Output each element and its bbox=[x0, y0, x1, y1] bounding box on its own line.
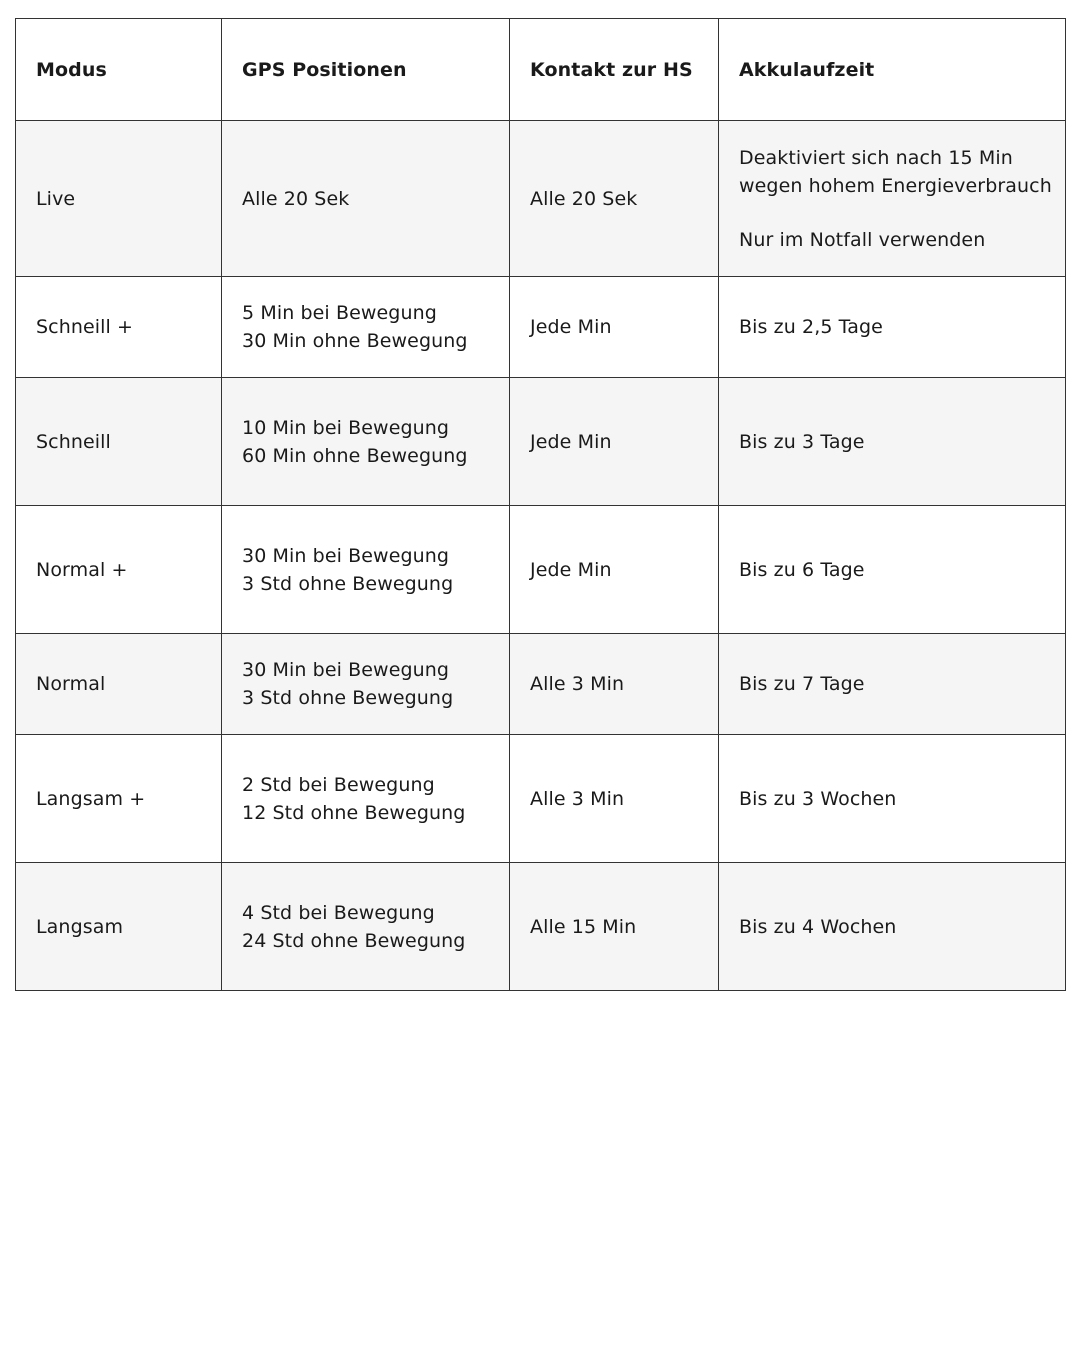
battery-line: Bis zu 2,5 Tage bbox=[739, 316, 883, 338]
table-row bbox=[16, 121, 1066, 277]
gps-line: 30 Min bei Bewegung bbox=[242, 659, 450, 681]
cell-gps bbox=[222, 378, 510, 506]
gps-line: 2 Std bei Bewegung bbox=[242, 773, 435, 796]
cell-battery bbox=[719, 735, 1066, 863]
cell-mode: Schneill + bbox=[16, 277, 222, 378]
mode-table-container bbox=[15, 18, 1065, 991]
battery-line: Bis zu 4 Wochen bbox=[739, 915, 897, 938]
header-row bbox=[16, 19, 1066, 121]
tracking-mode-table bbox=[15, 18, 1066, 991]
table-row bbox=[16, 277, 1066, 378]
cell-gps bbox=[222, 121, 510, 277]
cell-contact: Jede Min bbox=[510, 277, 719, 378]
cell-battery bbox=[719, 634, 1066, 735]
cell-gps bbox=[222, 277, 510, 378]
battery-line: Bis zu 7 Tage bbox=[739, 673, 865, 695]
table-row bbox=[16, 634, 1066, 735]
cell-mode: Normal bbox=[16, 634, 222, 735]
cell-contact: Jede Min bbox=[510, 378, 719, 506]
cell-battery bbox=[719, 378, 1066, 506]
gps-line: 30 Min ohne Bewegung bbox=[242, 330, 468, 352]
table-row bbox=[16, 735, 1066, 863]
gps-line: 10 Min bei Bewegung bbox=[242, 416, 450, 439]
header-modus: Modus bbox=[16, 19, 222, 121]
cell-mode: Langsam + bbox=[16, 735, 222, 863]
battery-line: wegen hohem Energieverbrauch bbox=[739, 174, 1052, 197]
cell-gps bbox=[222, 735, 510, 863]
cell-gps bbox=[222, 634, 510, 735]
table-row bbox=[16, 863, 1066, 991]
gps-line: Alle 20 Sek bbox=[242, 187, 350, 210]
cell-battery bbox=[719, 863, 1066, 991]
table-header bbox=[16, 19, 1066, 121]
cell-battery bbox=[719, 506, 1066, 634]
table-row bbox=[16, 506, 1066, 634]
gps-line: 12 Std ohne Bewegung bbox=[242, 801, 466, 824]
gps-line: 30 Min bei Bewegung bbox=[242, 544, 450, 567]
cell-contact: Alle 3 Min bbox=[510, 735, 719, 863]
gps-line: 4 Std bei Bewegung bbox=[242, 901, 435, 924]
table-row bbox=[16, 378, 1066, 506]
battery-line: Bis zu 3 Tage bbox=[739, 430, 865, 453]
cell-battery bbox=[719, 121, 1066, 277]
gps-line: 60 Min ohne Bewegung bbox=[242, 444, 468, 467]
cell-contact: Alle 3 Min bbox=[510, 634, 719, 735]
cell-mode: Schneill bbox=[16, 378, 222, 506]
cell-mode: Langsam bbox=[16, 863, 222, 991]
battery-line: Deaktiviert sich nach 15 Min bbox=[739, 146, 1013, 169]
gps-line: 24 Std ohne Bewegung bbox=[242, 929, 466, 952]
cell-mode: Normal + bbox=[16, 506, 222, 634]
cell-gps bbox=[222, 506, 510, 634]
cell-battery bbox=[719, 277, 1066, 378]
gps-line: 3 Std ohne Bewegung bbox=[242, 687, 454, 709]
header-gps-positionen: GPS Positionen bbox=[222, 19, 510, 121]
cell-mode: Live bbox=[16, 121, 222, 277]
cell-contact: Jede Min bbox=[510, 506, 719, 634]
cell-gps bbox=[222, 863, 510, 991]
gps-line: 5 Min bei Bewegung bbox=[242, 302, 437, 324]
cell-contact: Alle 15 Min bbox=[510, 863, 719, 991]
gps-line: 3 Std ohne Bewegung bbox=[242, 572, 454, 595]
battery-line: Bis zu 3 Wochen bbox=[739, 787, 897, 810]
table-body bbox=[16, 121, 1066, 991]
header-akkulaufzeit: Akkulaufzeit bbox=[719, 19, 1066, 121]
battery-line: Bis zu 6 Tage bbox=[739, 558, 865, 581]
header-kontakt-zur-hs: Kontakt zur HS bbox=[510, 19, 719, 121]
battery-note: Nur im Notfall verwenden bbox=[739, 228, 986, 251]
cell-contact: Alle 20 Sek bbox=[510, 121, 719, 277]
